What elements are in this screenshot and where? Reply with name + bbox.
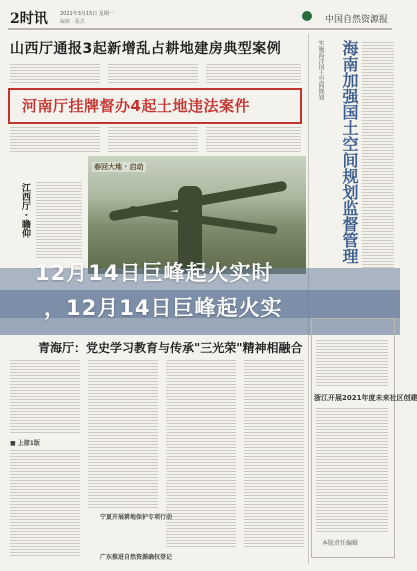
text-block (36, 180, 82, 260)
sub-headline: 宁夏开展耕地保护专项行动 (100, 514, 173, 521)
text-block (10, 448, 80, 558)
text-block (10, 62, 100, 84)
overlay-title-line-2: ，12月14日巨峰起火实 (44, 296, 283, 320)
side-headline: 海南加强国土空间规划监督管理 (340, 40, 359, 264)
note-label: ■ 上接1版 (10, 440, 40, 447)
text-block (166, 358, 236, 548)
text-block (316, 406, 388, 534)
text-block (108, 62, 198, 84)
side-subtitle: 实施海洋国土空间规划 (317, 40, 324, 100)
tree-branch (128, 206, 278, 235)
newspaper-header (8, 6, 392, 30)
paper-name: 中国自然资源报 (324, 15, 388, 25)
text-block (10, 125, 100, 153)
text-block (316, 338, 388, 388)
text-block (88, 358, 158, 508)
headline-red: 河南厅挂牌督办4起土地违法案件 (22, 97, 250, 115)
text-block (244, 358, 304, 548)
text-block (10, 358, 80, 433)
lower-headline: 青海厅：党史学习教育与传承"三光荣"精神相融合 (38, 341, 303, 355)
section-label: 2时讯 (10, 11, 48, 27)
photo-caption: 春回大地 · 启动 (94, 163, 144, 171)
paper-logo-icon (302, 11, 312, 21)
headline-main: 山西厅通报3起新增乱占耕地建房典型案例 (10, 41, 282, 57)
sub-headline: 广东推进自然资源确权登记 (100, 554, 173, 561)
text-block (206, 62, 301, 84)
text-block (362, 40, 394, 270)
text-block (108, 125, 198, 153)
editor-line: 编辑 · 版式 (60, 19, 85, 25)
date-line: 2021年3月15日 星期一 (60, 11, 114, 17)
right-box-title: 浙江开展2021年度未来社区创建 (314, 394, 417, 402)
left-column-title: 江西厅 · 瞻仰 (20, 183, 30, 238)
right-box-footer: 本版责任编辑 (322, 540, 359, 547)
overlay-title-line-1: 12月14日巨峰起火实时 (35, 261, 274, 285)
text-block (206, 125, 301, 153)
